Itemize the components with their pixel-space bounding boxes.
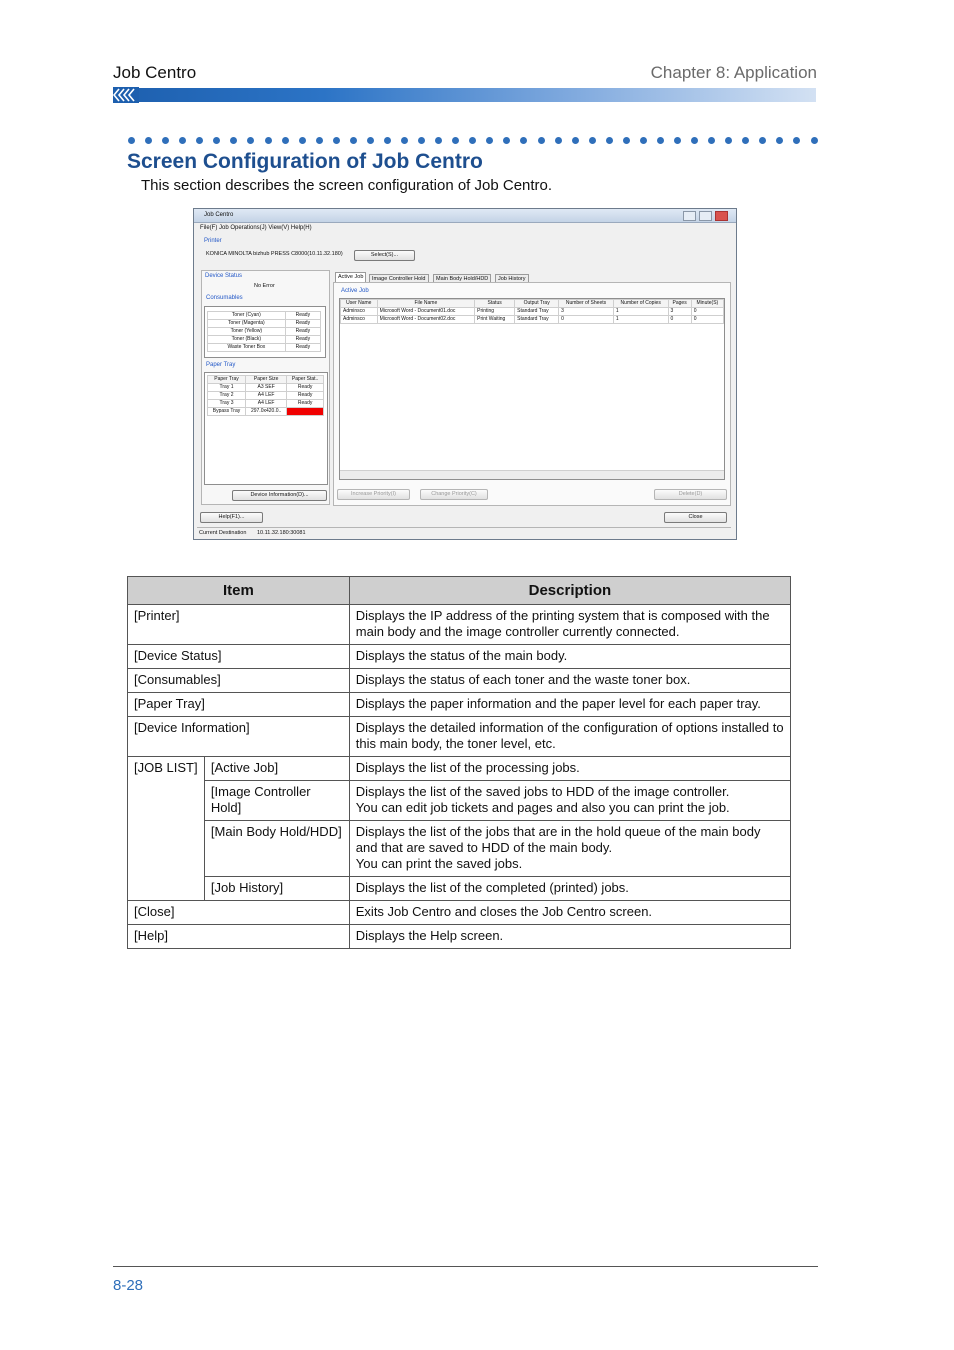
table-row (128, 605, 791, 645)
divider-dot (725, 137, 732, 144)
row-subitem: [Main Body Hold/HDD] (204, 821, 349, 877)
job-column-header[interactable]: Status (475, 300, 515, 308)
divider-dot (759, 137, 766, 144)
delete-button[interactable]: Delete(D) (654, 489, 727, 500)
tray-column-header[interactable]: Paper Stat.. (287, 376, 324, 384)
job-column-header[interactable]: User Name (341, 300, 378, 308)
job-cell: 3 (668, 308, 691, 316)
divider-dot (469, 137, 476, 144)
divider-dot (452, 137, 459, 144)
header-chapter: Chapter 8: Application (650, 63, 817, 82)
header-bar (113, 88, 816, 102)
job-column-header[interactable]: Minute(S) (691, 300, 723, 308)
divider-dot (162, 137, 169, 144)
tray-status: Ready (287, 384, 324, 392)
row-description: Displays the list of the processing jobs. (349, 757, 790, 781)
tray-size: 297.0x420.0.. (246, 408, 287, 416)
paper-tray-label: Paper Tray (206, 362, 236, 368)
tray-tray: Bypass Tray (208, 408, 246, 416)
divider-dot (316, 137, 323, 144)
job-cell: Adminsco (341, 308, 378, 316)
tray-column-header[interactable]: Paper Tray (208, 376, 246, 384)
table-row (128, 717, 791, 757)
tab-image-controller-hold[interactable]: Image Controller Hold (369, 274, 429, 284)
active-job-label: Active Job (341, 288, 369, 294)
consumable-status: Ready (285, 320, 320, 328)
divider-dot (230, 137, 237, 144)
consumable-status: Ready (285, 336, 320, 344)
row-description: Displays the Help screen. (349, 925, 790, 949)
device-information-button[interactable]: Device Information(D)... (232, 490, 327, 501)
paper-tray-list[interactable] (204, 372, 328, 485)
tray-column-header[interactable]: Paper Size (246, 376, 287, 384)
divider-dot (213, 137, 220, 144)
table-row (128, 669, 791, 693)
divider-dot (742, 137, 749, 144)
row-description: Displays the detailed information of the configuration of options installed to this main body, the toner level, etc. (349, 717, 790, 757)
divider-dot (401, 137, 408, 144)
tray-row[interactable] (208, 400, 324, 408)
printer-value: KONICA MINOLTA bizhub PRESS C8000(10.11.32.180) (206, 251, 343, 257)
row-description: Displays the list of the completed (printed) jobs. (349, 877, 790, 901)
tray-tray: Tray 3 (208, 400, 246, 408)
divider-dot (333, 137, 340, 144)
job-row[interactable] (341, 308, 724, 316)
row-description: Exits Job Centro and closes the Job Centro screen. (349, 901, 790, 925)
job-cell: Microsoft Word - Document02.doc (377, 316, 475, 324)
help-button[interactable]: Help(F1)... (200, 512, 263, 523)
job-list-item: [JOB LIST] (128, 757, 205, 901)
job-cell: Print Waiting (475, 316, 515, 324)
row-item: [Help] (128, 925, 350, 949)
row-item: [Printer] (128, 605, 350, 645)
table-row (128, 693, 791, 717)
section-title: Screen Configuration of Job Centro (127, 150, 483, 173)
job-column-header[interactable]: Number of Sheets (559, 300, 614, 308)
item-description-table (127, 576, 791, 949)
divider-dot (555, 137, 562, 144)
status-label: Current Destination (199, 530, 247, 536)
consumable-row (208, 312, 321, 320)
consumable-name: Toner (Cyan) (208, 312, 286, 320)
divider-dot (776, 137, 783, 144)
row-item: [Device Status] (128, 645, 350, 669)
tab-active-job[interactable]: Active Job (335, 272, 366, 283)
job-cell: Microsoft Word - Document01.doc (377, 308, 475, 316)
job-cell: 0 (668, 316, 691, 324)
row-item: [Paper Tray] (128, 693, 350, 717)
job-cell: Adminsco (341, 316, 378, 324)
row-subitem: [Image Controller Hold] (204, 781, 349, 821)
job-cell: 1 (613, 308, 668, 316)
job-cell: 3 (559, 308, 614, 316)
close-icon[interactable] (715, 211, 728, 221)
job-cell: 0 (559, 316, 614, 324)
window-titlebar (194, 209, 736, 223)
row-description: Displays the status of each toner and the waste toner box. (349, 669, 790, 693)
job-row[interactable] (341, 316, 724, 324)
consumable-name: Waste Toner Box (208, 344, 286, 352)
job-cell: 1 (613, 316, 668, 324)
divider-dot (589, 137, 596, 144)
divider-dot (691, 137, 698, 144)
divider-dot (435, 137, 442, 144)
job-cell: Standard Tray (515, 316, 559, 324)
tray-tray: Tray 2 (208, 392, 246, 400)
dotted-divider (128, 137, 818, 147)
divider-dot (384, 137, 391, 144)
table-row (128, 757, 791, 781)
divider-dot (486, 137, 493, 144)
tab-main-body-hold-hdd[interactable]: Main Body Hold/HDD (433, 274, 491, 284)
minimize-icon[interactable] (683, 211, 696, 221)
job-cell: 0 (691, 308, 723, 316)
row-description: Displays the paper information and the paper level for each paper tray. (349, 693, 790, 717)
job-cell: Printing (475, 308, 515, 316)
table-row (128, 781, 791, 821)
job-centro-window (193, 208, 737, 540)
divider-dot (520, 137, 527, 144)
tray-row[interactable] (208, 384, 324, 392)
row-subitem: [Active Job] (204, 757, 349, 781)
tray-size: A4 LEF (246, 400, 287, 408)
divider-dot (299, 137, 306, 144)
job-column-header[interactable]: File Name (377, 300, 475, 308)
row-description: Displays the IP address of the printing system that is composed with the main body and the image controller currently connected. (349, 605, 790, 645)
job-column-header[interactable]: Number of Copies (613, 300, 668, 308)
device-status-label: Device Status (205, 273, 243, 279)
job-cell: 0 (691, 316, 723, 324)
job-column-header[interactable]: Output Tray (515, 300, 559, 308)
table-row (128, 901, 791, 925)
tray-size: A4 LEF (246, 392, 287, 400)
divider-dot (572, 137, 579, 144)
divider-dot (503, 137, 510, 144)
tab-job-history[interactable]: Job History (495, 274, 529, 284)
divider-dot (367, 137, 374, 144)
consumable-name: Toner (Magenta) (208, 320, 286, 328)
divider-dot (793, 137, 800, 144)
divider-dot (538, 137, 545, 144)
divider-dot (128, 137, 135, 144)
consumable-row (208, 336, 321, 344)
job-list[interactable] (339, 298, 725, 480)
footer-rule (113, 1266, 818, 1267)
consumable-name: Toner (Black) (208, 336, 286, 344)
close-button[interactable]: Close (664, 512, 727, 523)
consumable-status: Ready (285, 312, 320, 320)
page-number: 8-28 (113, 1277, 144, 1294)
maximize-icon[interactable] (699, 211, 712, 221)
divider-dot (811, 137, 818, 144)
row-subitem: [Job History] (204, 877, 349, 901)
divider-dot (196, 137, 203, 144)
tray-row[interactable] (208, 408, 324, 416)
consumable-row (208, 328, 321, 336)
row-description: Displays the list of the jobs that are in the hold queue of the main body and that are saved to HDD of the main body. You can print the saved jobs. (349, 821, 790, 877)
consumable-row (208, 320, 321, 328)
section-description: This section describes the screen configuration of Job Centro. (141, 177, 553, 194)
table-row (128, 925, 791, 949)
consumables-label: Consumables (206, 295, 243, 301)
item-header: Item (128, 577, 350, 605)
row-item: [Consumables] (128, 669, 350, 693)
divider-dot (657, 137, 664, 144)
consumables-list[interactable] (204, 306, 326, 358)
job-cell: Standard Tray (515, 308, 559, 316)
tray-tray: Tray 1 (208, 384, 246, 392)
select-button[interactable]: Select(S)... (354, 250, 415, 261)
chevron-icon (113, 87, 139, 103)
window-title: Job Centro (204, 212, 234, 218)
row-item: [Device Information] (128, 717, 350, 757)
horizontal-scrollbar[interactable] (340, 470, 724, 479)
tray-size: A3 SEF (246, 384, 287, 392)
consumable-status: Ready (285, 328, 320, 336)
divider-dot (708, 137, 715, 144)
tray-status: Empty (287, 408, 324, 416)
row-item: [Close] (128, 901, 350, 925)
divider-dot (674, 137, 681, 144)
consumable-name: Toner (Yellow) (208, 328, 286, 336)
change-priority-button[interactable]: Change Priority(C) (420, 489, 488, 500)
consumable-status: Ready (285, 344, 320, 352)
description-header: Description (349, 577, 790, 605)
status-value: 10.11.32.180:30081 (257, 530, 306, 536)
tray-row[interactable] (208, 392, 324, 400)
header-title: Job Centro (113, 63, 197, 82)
divider-dot (265, 137, 272, 144)
divider-dot (145, 137, 152, 144)
device-status-value: No Error (254, 283, 275, 289)
job-column-header[interactable]: Pages (668, 300, 691, 308)
divider-dot (623, 137, 630, 144)
table-row (128, 877, 791, 901)
divider-dot (179, 137, 186, 144)
divider-dot (418, 137, 425, 144)
menu-bar[interactable]: File(F) Job Operations(J) View(V) Help(H) (200, 225, 312, 231)
divider-dot (606, 137, 613, 144)
increase-priority-button[interactable]: Increase Priority(I) (337, 489, 410, 500)
divider-dot (282, 137, 289, 144)
table-row (128, 645, 791, 669)
divider-dot (350, 137, 357, 144)
divider-dot (247, 137, 254, 144)
tray-status: Ready (287, 400, 324, 408)
status-bar (197, 527, 731, 538)
tray-status: Ready (287, 392, 324, 400)
printer-label: Printer (204, 238, 222, 244)
divider-dot (640, 137, 647, 144)
row-description: Displays the list of the saved jobs to HDD of the image controller. You can edit job tickets and pages and also you can print the job. (349, 781, 790, 821)
table-row (128, 821, 791, 877)
consumable-row (208, 344, 321, 352)
row-description: Displays the status of the main body. (349, 645, 790, 669)
